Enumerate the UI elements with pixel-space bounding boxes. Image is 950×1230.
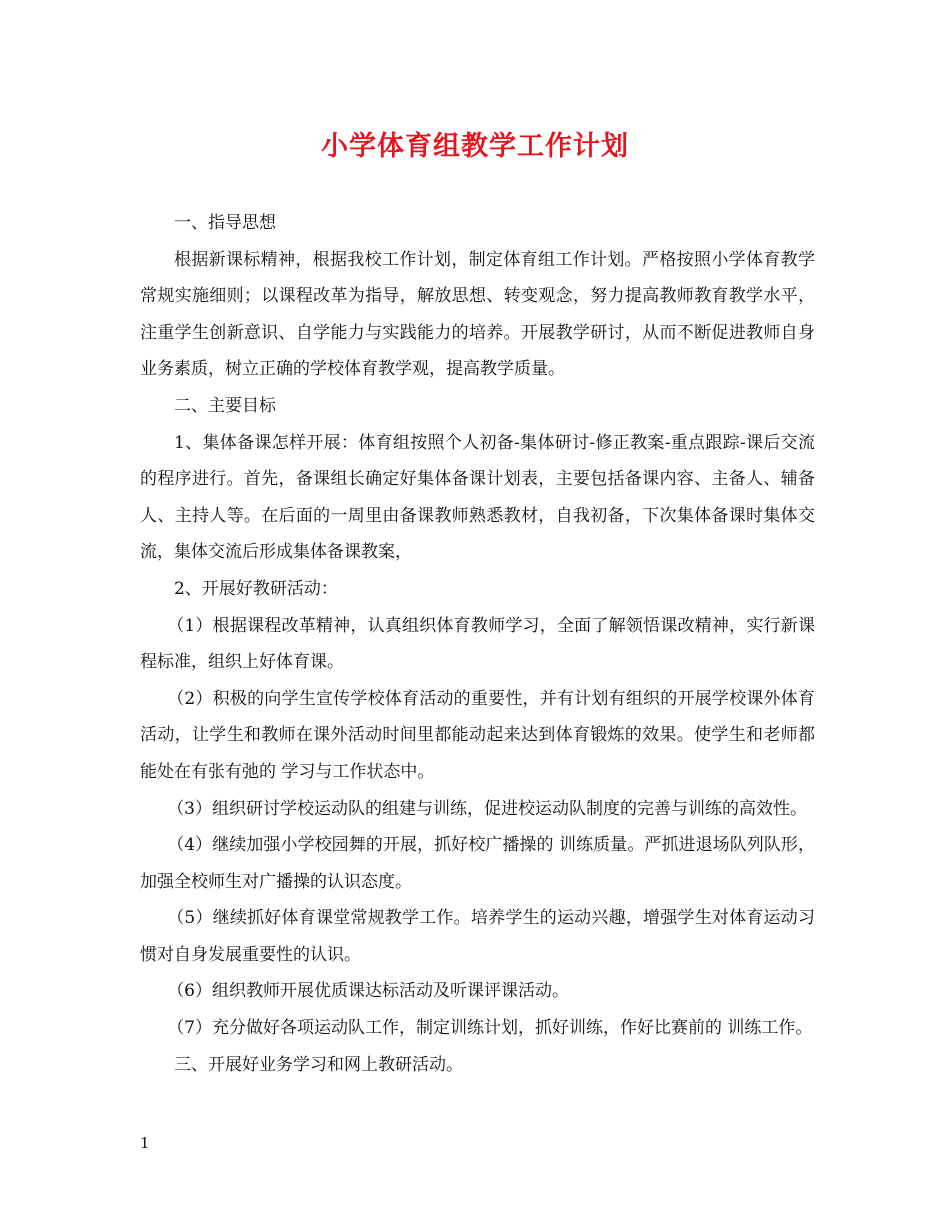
list-item-2: （2）积极的向学生宣传学校体育活动的重要性，并有计划有组织的开展学校课外体育活动，让学生和教师在课外活动时间里都能动起来达到体育锻炼的效果。使学生和老师都能处在有张有弛的 学习与工作状态中。 (140, 688, 815, 782)
list-item-7: （7）充分做好各项运动队工作，制定训练计划，抓好训练，作好比赛前的 训练工作。 (167, 1018, 813, 1039)
page-number: 1 (140, 1134, 150, 1152)
paragraph-collective-lesson-prep: 1、集体备课怎样开展：体育组按照个人初备-集体研讨-修正教案-重点跟踪-课后交流的程序进行。首先，备课组长确定好集体备课计划表，主要包括备课内容、主备人、辅备人、主持人等。在后面的一周里由备课教师熟悉教材，自我初备，下次集体备课时集体交流，集体交流后形成集体备课教案， (140, 432, 815, 563)
paragraph-guiding-ideology: 根据新课标精神，根据我校工作计划，制定体育组工作计划。严格按照小学体育教学常规实施细则；以课程改革为指导，解放思想、转变观念，努力提高教师教育教学水平，注重学生创新意识、自学能力与实践能力的培养。开展教学研讨，从而不断促进教师自身业务素质，树立正确的学校体育教学观，提高教学质量。 (140, 249, 815, 380)
document-body (140, 205, 815, 1083)
list-item-1: （1）根据课程改革精神，认真组织体育教师学习，全面了解领悟课改精神，实行新课程标准，组织上好体育课。 (140, 615, 815, 673)
list-item-6: （6）组织教师开展优质课达标活动及听课评课活动。 (167, 981, 570, 1002)
paragraph-teaching-research: 2、开展好教研活动： (174, 578, 338, 599)
list-item-4: （4）继续加强小学校园舞的开展，抓好校广播操的 训练质量。严抓进退场队列队形，加强全校师生对广播操的认识态度。 (140, 835, 815, 892)
section-heading-main-goals: 二、主要目标 (174, 395, 276, 416)
list-item-3: （3）组织研讨学校运动队的组建与训练，促进校运动队制度的完善与训练的高效性。 (167, 798, 808, 819)
section-heading-guiding-ideology: 一、指导思想 (174, 213, 276, 233)
section-heading-online-research: 三、开展好业务学习和网上教研活动。 (174, 1054, 463, 1075)
document-title: 小学体育组教学工作计划 (321, 131, 629, 162)
list-item-5: （5）继续抓好体育课堂常规教学工作。培养学生的运动兴趣，增强学生对体育运动习惯对自身发展重要性的认识。 (140, 908, 815, 965)
